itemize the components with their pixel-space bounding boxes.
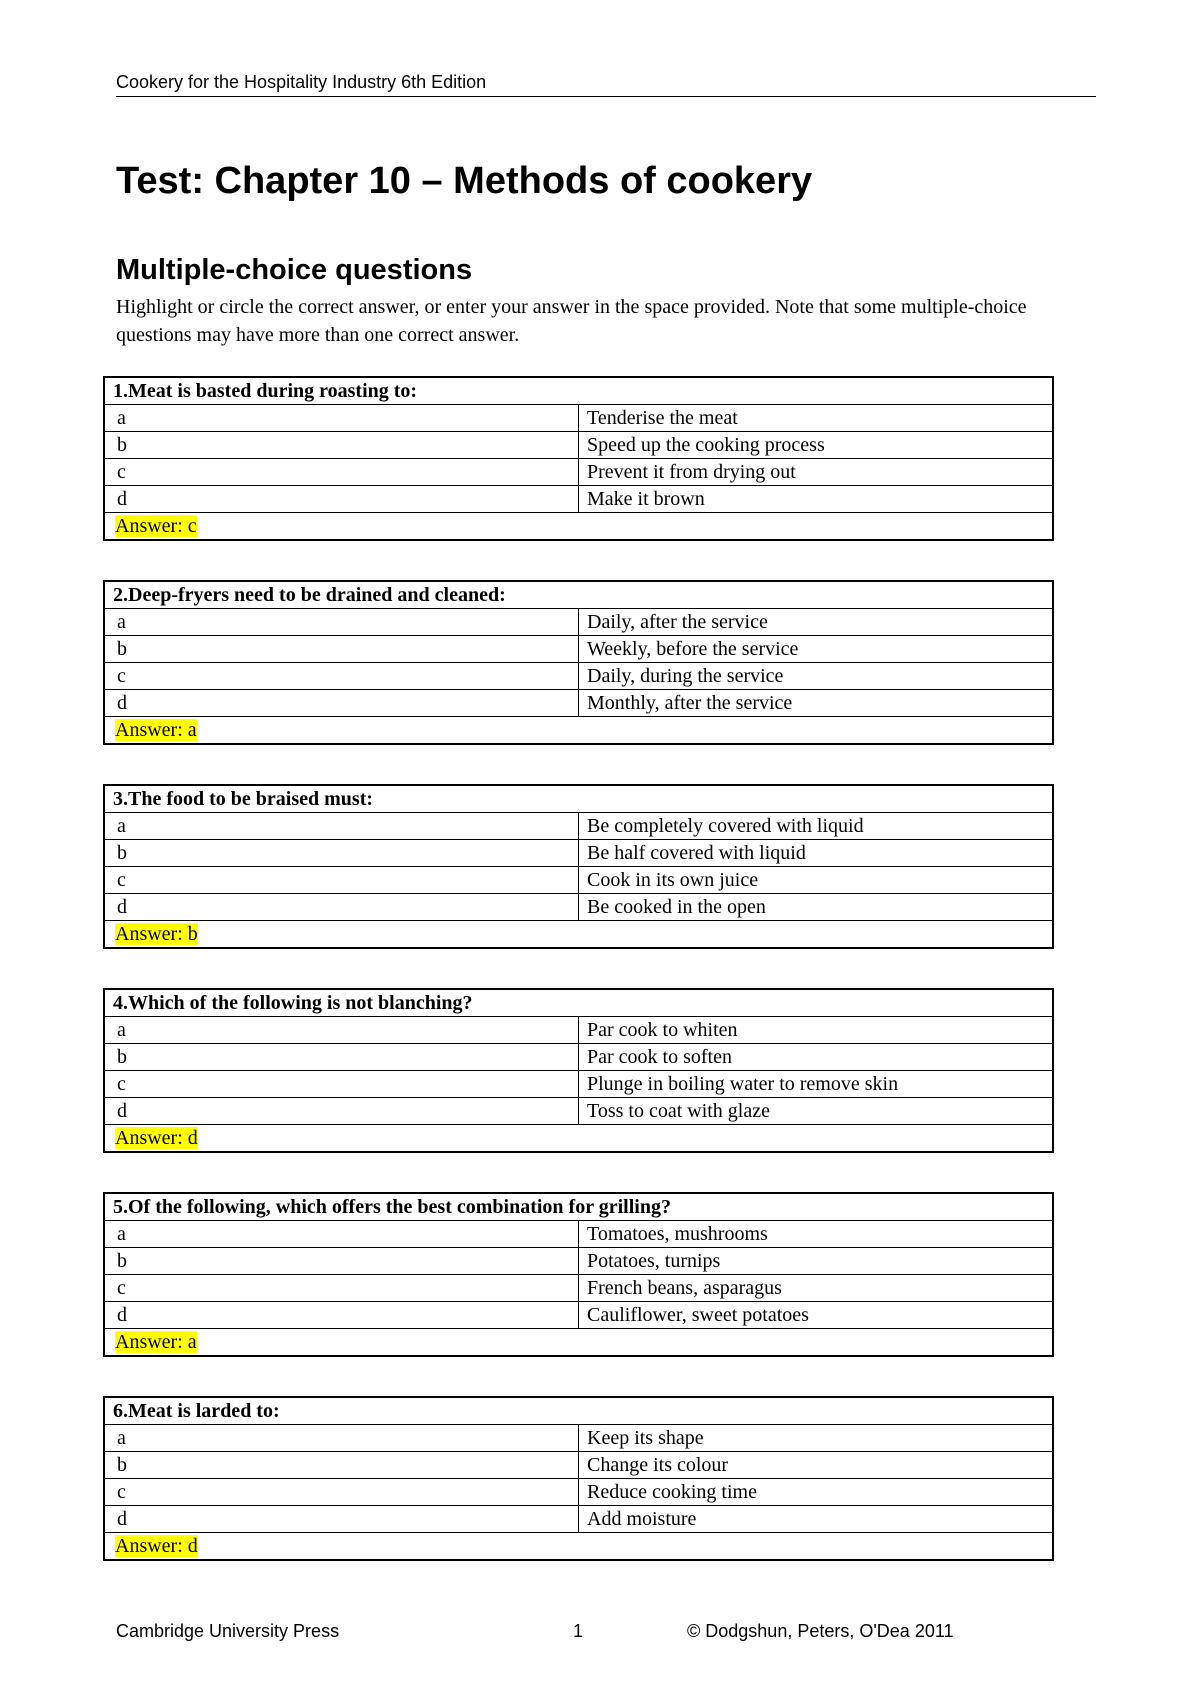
answer-text: Answer: d — [115, 1127, 198, 1149]
question-text: 6.Meat is larded to: — [104, 1397, 1053, 1425]
footer-publisher: Cambridge University Press — [116, 1621, 340, 1641]
answer-row — [104, 717, 1053, 745]
option-letter: d — [104, 486, 579, 513]
option-text: Add moisture — [579, 1506, 1054, 1533]
option-text: French beans, asparagus — [579, 1275, 1054, 1302]
option-letter: c — [104, 663, 579, 690]
option-letter: d — [104, 1098, 579, 1125]
question-table-4 — [103, 988, 1054, 1153]
option-row-d[interactable] — [104, 1302, 1053, 1329]
option-text: Potatoes, turnips — [579, 1248, 1054, 1275]
option-letter: b — [104, 1044, 579, 1071]
option-letter: c — [104, 867, 579, 894]
option-letter: b — [104, 636, 579, 663]
option-row-c[interactable] — [104, 1479, 1053, 1506]
option-letter: a — [104, 1017, 579, 1044]
option-letter: a — [104, 405, 579, 432]
page-footer — [0, 1621, 1200, 1647]
question-row — [104, 1397, 1053, 1425]
option-row-a[interactable] — [104, 609, 1053, 636]
answer-text: Answer: a — [115, 719, 197, 741]
running-header: Cookery for the Hospitality Industry 6th Edition — [116, 72, 1096, 97]
option-row-c[interactable] — [104, 663, 1053, 690]
option-letter: a — [104, 813, 579, 840]
question-text: 4.Which of the following is not blanching? — [104, 989, 1053, 1017]
question-table-1 — [103, 376, 1054, 541]
option-row-a[interactable] — [104, 1017, 1053, 1044]
answer-text: Answer: b — [115, 923, 198, 945]
answer-row — [104, 1329, 1053, 1357]
answer-row — [104, 1533, 1053, 1561]
option-text: Par cook to whiten — [579, 1017, 1054, 1044]
option-text: Prevent it from drying out — [579, 459, 1054, 486]
answer-text: Answer: c — [115, 515, 197, 537]
question-row — [104, 785, 1053, 813]
question-text: 5.Of the following, which offers the best combination for grilling? — [104, 1193, 1053, 1221]
answer-cell — [104, 717, 1053, 745]
question-text: 1.Meat is basted during roasting to: — [104, 377, 1053, 405]
option-text: Be cooked in the open — [579, 894, 1054, 921]
option-text: Par cook to soften — [579, 1044, 1054, 1071]
option-row-c[interactable] — [104, 1071, 1053, 1098]
option-letter: b — [104, 432, 579, 459]
answer-cell — [104, 921, 1053, 949]
option-row-b[interactable] — [104, 636, 1053, 663]
option-row-a[interactable] — [104, 405, 1053, 432]
footer-copyright: © Dodgshun, Peters, O'Dea 2011 — [687, 1621, 954, 1641]
option-text: Keep its shape — [579, 1425, 1054, 1452]
page-number: 1 — [573, 1621, 584, 1641]
option-text: Plunge in boiling water to remove skin — [579, 1071, 1054, 1098]
option-text: Tomatoes, mushrooms — [579, 1221, 1054, 1248]
question-text: 3.The food to be braised must: — [104, 785, 1053, 813]
option-row-a[interactable] — [104, 1425, 1053, 1452]
option-text: Cook in its own juice — [579, 867, 1054, 894]
option-row-d[interactable] — [104, 894, 1053, 921]
answer-row — [104, 513, 1053, 541]
question-table-6 — [103, 1396, 1054, 1561]
page-title: Test: Chapter 10 – Methods of cookery — [116, 160, 813, 202]
option-letter: c — [104, 459, 579, 486]
option-row-d[interactable] — [104, 486, 1053, 513]
option-letter: a — [104, 1425, 579, 1452]
option-text: Make it brown — [579, 486, 1054, 513]
question-row — [104, 1193, 1053, 1221]
instructions-text: Highlight or circle the correct answer, or enter your answer in the space provided. Note that some multiple-choice questions may have more than one correct answer. — [116, 296, 1027, 346]
option-text: Speed up the cooking process — [579, 432, 1054, 459]
answer-cell — [104, 513, 1053, 541]
answer-cell — [104, 1125, 1053, 1153]
option-text: Toss to coat with glaze — [579, 1098, 1054, 1125]
option-text: Be half covered with liquid — [579, 840, 1054, 867]
option-text: Monthly, after the service — [579, 690, 1054, 717]
option-letter: b — [104, 1248, 579, 1275]
option-row-c[interactable] — [104, 1275, 1053, 1302]
question-row — [104, 989, 1053, 1017]
answer-cell — [104, 1329, 1053, 1357]
option-row-c[interactable] — [104, 459, 1053, 486]
option-text: Be completely covered with liquid — [579, 813, 1054, 840]
answer-text: Answer: d — [115, 1535, 198, 1557]
question-table-5 — [103, 1192, 1054, 1357]
option-letter: d — [104, 1506, 579, 1533]
question-text: 2.Deep-fryers need to be drained and cleaned: — [104, 581, 1053, 609]
option-row-b[interactable] — [104, 432, 1053, 459]
option-row-b[interactable] — [104, 1452, 1053, 1479]
answer-row — [104, 921, 1053, 949]
option-letter: c — [104, 1275, 579, 1302]
option-letter: a — [104, 609, 579, 636]
answer-cell — [104, 1533, 1053, 1561]
question-table-3 — [103, 784, 1054, 949]
option-row-b[interactable] — [104, 1248, 1053, 1275]
option-letter: d — [104, 894, 579, 921]
question-row — [104, 581, 1053, 609]
question-row — [104, 377, 1053, 405]
option-letter: d — [104, 1302, 579, 1329]
option-text: Tenderise the meat — [579, 405, 1054, 432]
question-table-2 — [103, 580, 1054, 745]
option-letter: c — [104, 1479, 579, 1506]
option-row-a[interactable] — [104, 1221, 1053, 1248]
option-letter: b — [104, 1452, 579, 1479]
option-letter: b — [104, 840, 579, 867]
option-row-d[interactable] — [104, 1098, 1053, 1125]
option-row-d[interactable] — [104, 1506, 1053, 1533]
option-text: Reduce cooking time — [579, 1479, 1054, 1506]
option-text: Cauliflower, sweet potatoes — [579, 1302, 1054, 1329]
option-row-a[interactable] — [104, 813, 1053, 840]
option-letter: d — [104, 690, 579, 717]
option-row-b[interactable] — [104, 840, 1053, 867]
option-text: Change its colour — [579, 1452, 1054, 1479]
section-heading: Multiple-choice questions — [116, 254, 473, 286]
option-text: Daily, after the service — [579, 609, 1054, 636]
answer-text: Answer: a — [115, 1331, 197, 1353]
option-letter: a — [104, 1221, 579, 1248]
option-row-d[interactable] — [104, 690, 1053, 717]
option-letter: c — [104, 1071, 579, 1098]
option-row-c[interactable] — [104, 867, 1053, 894]
option-text: Weekly, before the service — [579, 636, 1054, 663]
option-row-b[interactable] — [104, 1044, 1053, 1071]
answer-row — [104, 1125, 1053, 1153]
option-text: Daily, during the service — [579, 663, 1054, 690]
